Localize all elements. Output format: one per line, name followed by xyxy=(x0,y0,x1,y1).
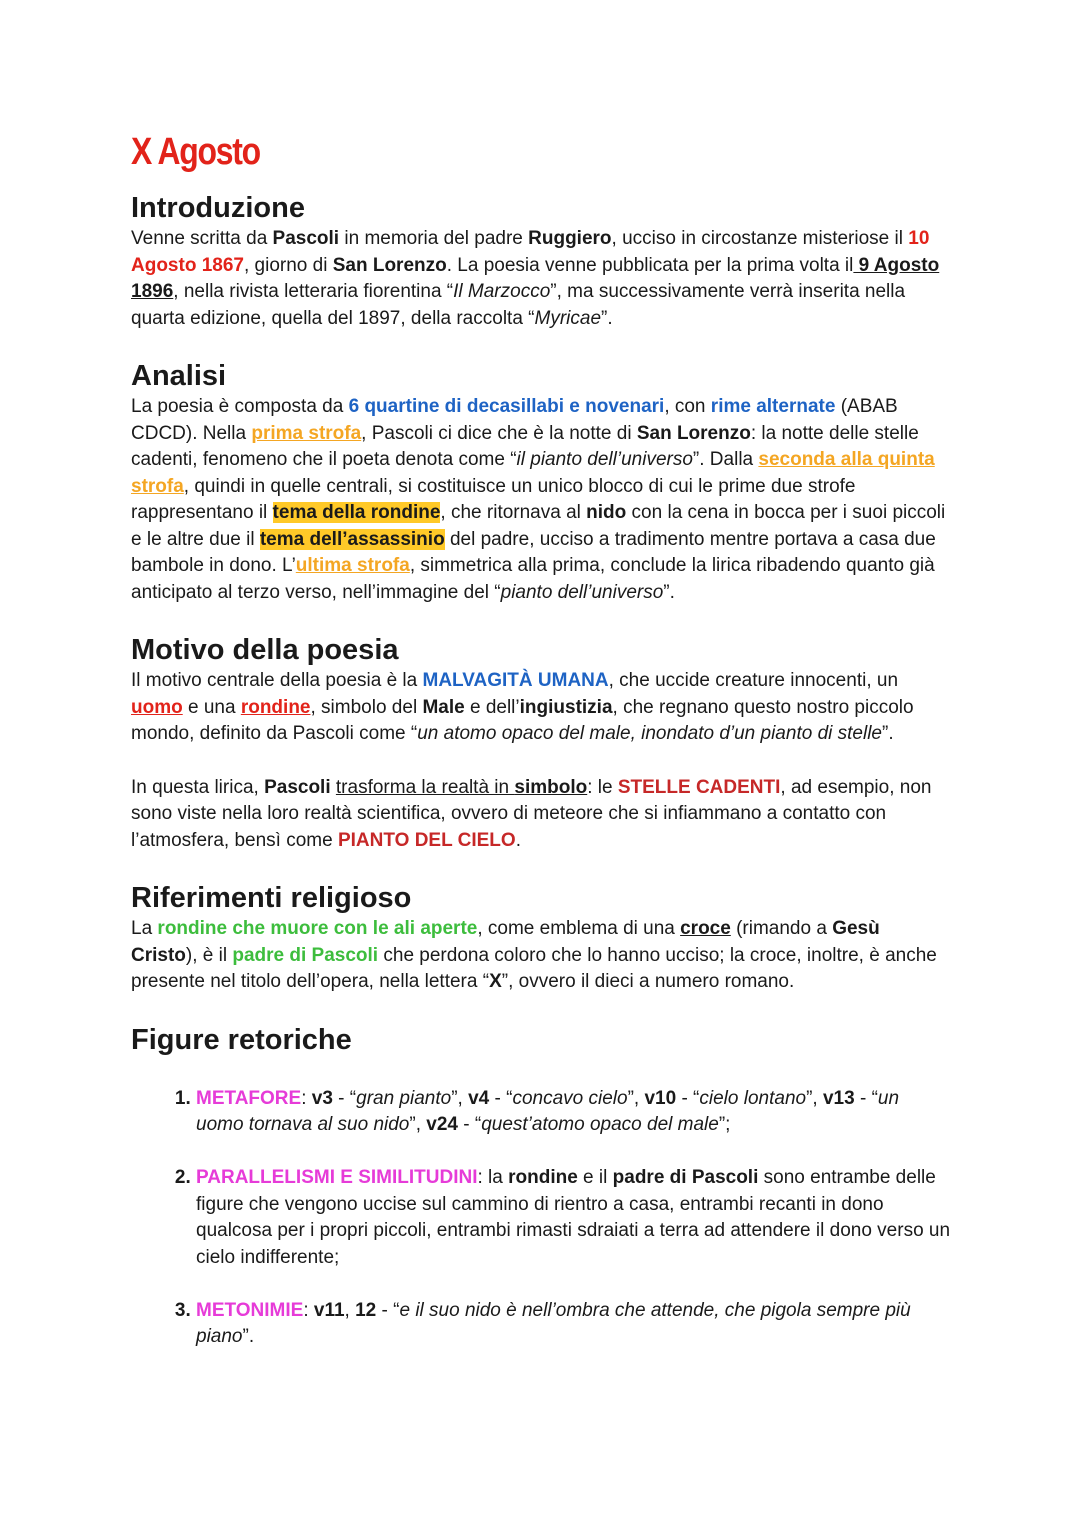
quote: gran pianto xyxy=(356,1087,452,1109)
term-rondine: rondine xyxy=(240,696,311,718)
term-marzocco: Il Marzocco xyxy=(453,281,551,302)
text: ), è il xyxy=(185,944,233,966)
text: In questa lirica, xyxy=(131,776,265,798)
text: in memoria del padre xyxy=(339,228,529,249)
text: (ABAB CDCD). Nella xyxy=(131,396,898,444)
paragraph-introduzione xyxy=(131,226,951,332)
term-gesu: Gesù Cristo xyxy=(131,918,880,966)
text: : la xyxy=(477,1167,509,1188)
text: ”, xyxy=(409,1114,427,1135)
text: ”. xyxy=(882,723,894,744)
text: ”, xyxy=(627,1087,645,1109)
list-item xyxy=(196,1165,951,1271)
text: ”. Dalla xyxy=(692,449,759,470)
term-pascoli: Pascoli xyxy=(272,228,340,249)
text: , con xyxy=(664,396,711,417)
text: e dell’ xyxy=(464,696,520,718)
text: ”, xyxy=(806,1087,823,1109)
term-nido: nido xyxy=(586,502,627,523)
text: - “ xyxy=(332,1087,357,1109)
text: , che regnano questo nostro piccolo mondo, definito da Pascoli come “ xyxy=(131,696,914,744)
term-x: X xyxy=(489,971,502,992)
heading-analisi: Analisi xyxy=(131,360,227,392)
section-figure xyxy=(131,1022,951,1351)
term-male: Male xyxy=(422,696,465,718)
term-san-lorenzo: San Lorenzo xyxy=(636,422,751,444)
verse-ref: 12 xyxy=(355,1299,377,1321)
paragraph-analisi xyxy=(131,394,951,606)
text: - “ xyxy=(376,1299,400,1321)
verse-ref: v24 xyxy=(426,1114,458,1135)
term-quartine: 6 quartine di decasillabi e novenari xyxy=(348,396,665,417)
text: : le xyxy=(587,776,618,798)
text: , ucciso in circostanze misteriose il xyxy=(611,228,909,249)
section-analisi xyxy=(131,358,951,606)
term-malvagita: MALVAGITÀ UMANA xyxy=(422,670,609,691)
verse-ref: v13 xyxy=(822,1087,855,1109)
text: del padre, ucciso a tradimento mentre portava a casa due bambole in dono. L’ xyxy=(131,528,936,576)
text: con la cena in bocca per i suoi piccoli e le altre due il xyxy=(131,502,946,550)
text: : xyxy=(303,1299,314,1321)
term-rime: rime alternate xyxy=(710,396,836,417)
verse-ref: v11 xyxy=(313,1299,345,1321)
quote-atomo: un atomo opaco del male, inondato d’un pianto di stelle xyxy=(417,723,882,744)
text: - “ xyxy=(457,1114,482,1135)
text: , ad esempio, non sono viste nella loro realtà scientifica, ovvero di meteore che si infiammano a contatto con l’atmosfera, bensì come xyxy=(131,776,932,851)
term-pascoli: Pascoli xyxy=(264,776,331,798)
verse-ref: v4 xyxy=(468,1087,490,1109)
paragraph-religioso xyxy=(131,916,951,996)
term-simbolo: simbolo xyxy=(514,776,588,798)
quote: quest’atomo opaco del male xyxy=(481,1114,719,1135)
quote-pianto: pianto dell’universo xyxy=(500,581,664,603)
date-death: 10 Agosto 1867 xyxy=(131,228,930,276)
term-trasforma: trasforma la realtà in xyxy=(335,776,515,798)
figure-list xyxy=(131,1086,951,1351)
text: , che ritornava al xyxy=(440,502,587,523)
text: - “ xyxy=(854,1087,878,1109)
text: , giorno di xyxy=(243,254,333,276)
text: , nella rivista letteraria fiorentina “ xyxy=(173,281,454,302)
text: - “ xyxy=(676,1087,700,1109)
quote: cielo lontano xyxy=(699,1087,807,1109)
text: ”. xyxy=(601,307,613,329)
text: che perdona coloro che lo hanno ucciso; la croce, inoltre, è anche presente nel titolo dell’opera, nella lettera “ xyxy=(131,944,937,992)
label-metonimie: METONIMIE xyxy=(196,1299,304,1321)
heading-introduzione: Introduzione xyxy=(131,192,305,224)
list-item xyxy=(196,1298,951,1351)
text: , xyxy=(344,1299,356,1321)
text: La xyxy=(131,918,158,939)
term-padre: padre di Pascoli xyxy=(232,944,379,966)
text: ”; xyxy=(718,1114,731,1135)
list-item xyxy=(196,1086,951,1139)
heading-figure: Figure retoriche xyxy=(131,1023,352,1056)
text: e una xyxy=(182,696,241,718)
paragraph-motivo-2 xyxy=(131,775,951,855)
term-pianto-cielo: PIANTO DEL CIELO xyxy=(337,829,516,851)
quote-pianto: il pianto dell’universo xyxy=(516,449,693,470)
section-religioso xyxy=(131,880,951,996)
term-prima-strofa: prima strofa xyxy=(251,422,362,444)
date-publication: 9 Agosto 1896 xyxy=(131,254,940,302)
term-san-lorenzo: San Lorenzo xyxy=(332,254,447,276)
text: , che uccide creature innocenti, un xyxy=(608,670,899,691)
term-uomo: uomo xyxy=(131,696,183,718)
text: (rimando a xyxy=(730,918,833,939)
text: , simmetrica alla prima, conclude la lirica ribadendo quanto già anticipato al terzo verso, nell’immagine del “ xyxy=(131,555,935,603)
verse-ref: v3 xyxy=(311,1087,333,1109)
term-croce: croce xyxy=(680,918,731,939)
term-stelle-cadenti: STELLE CADENTI xyxy=(617,776,781,798)
section-introduzione xyxy=(131,190,951,332)
text: , quindi in quelle centrali, si costituisce un unico blocco di cui le prime due strofe rappresentano il xyxy=(131,475,856,523)
text: ”, xyxy=(451,1087,469,1109)
label-metafore: METAFORE xyxy=(196,1087,302,1109)
paragraph-motivo-1 xyxy=(131,668,951,748)
highlight-assassinio: tema dell’assassinio xyxy=(259,528,445,550)
text: : xyxy=(301,1087,312,1109)
text: sono entrambe delle figure che vengono uccise sul cammino di rientro a casa, entrambi recanti in dono qualcosa per i propri piccoli, entrambi rimasti sdraiati a terra ad attendere il dono verso un cielo indifferente; xyxy=(196,1167,951,1268)
text: , simbolo del xyxy=(310,696,423,718)
document-page xyxy=(131,128,951,1377)
term-rondine: rondine xyxy=(508,1167,578,1188)
term-padre: padre di Pascoli xyxy=(612,1167,759,1188)
document-title: X Agosto xyxy=(131,131,260,173)
term-rondine-ali: rondine che muore con le ali aperte xyxy=(157,918,478,939)
term-seconda-quinta: seconda alla quinta strofa xyxy=(131,449,935,497)
term-ruggiero: Ruggiero xyxy=(528,228,612,249)
highlight-rondine: tema della rondine xyxy=(272,502,441,523)
text: . La poesia venne pubblicata per la prima volta il xyxy=(446,254,854,276)
section-motivo xyxy=(131,632,951,854)
text: . xyxy=(515,829,521,851)
label-parallelismi: PARALLELISMI E SIMILITUDINI xyxy=(196,1167,478,1188)
text: ”. xyxy=(663,581,675,603)
term-ultima-strofa: ultima strofa xyxy=(295,555,410,576)
text: ”, ma successivamente verrà inserita nella quarta edizione, quella del 1897, della raccolta “ xyxy=(131,281,906,329)
text: Venne scritta da xyxy=(131,228,273,249)
text: : la notte delle stelle cadenti, fenomeno che il poeta denota come “ xyxy=(131,422,919,470)
quote: concavo cielo xyxy=(512,1087,628,1109)
text: e il xyxy=(577,1167,613,1188)
text: ”. xyxy=(242,1326,255,1347)
verse-ref: v10 xyxy=(644,1087,677,1109)
term-ingiustizia: ingiustizia xyxy=(519,696,613,718)
term-myricae: Myricae xyxy=(534,307,602,329)
quote: e il suo nido è nell’ombra che attende, che pigola sempre più piano xyxy=(196,1299,911,1347)
text: , come emblema di una xyxy=(477,918,681,939)
text: ”, ovvero il dieci a numero romano. xyxy=(501,971,795,992)
heading-religioso: Riferimenti religioso xyxy=(131,882,412,914)
text: Il motivo centrale della poesia è la xyxy=(131,670,423,691)
text: - “ xyxy=(489,1087,513,1109)
text: , Pascoli ci dice che è la notte di xyxy=(361,422,637,444)
heading-motivo: Motivo della poesia xyxy=(131,634,399,666)
quote: un uomo tornava al suo nido xyxy=(196,1087,900,1135)
text: La poesia è composta da xyxy=(131,396,349,417)
